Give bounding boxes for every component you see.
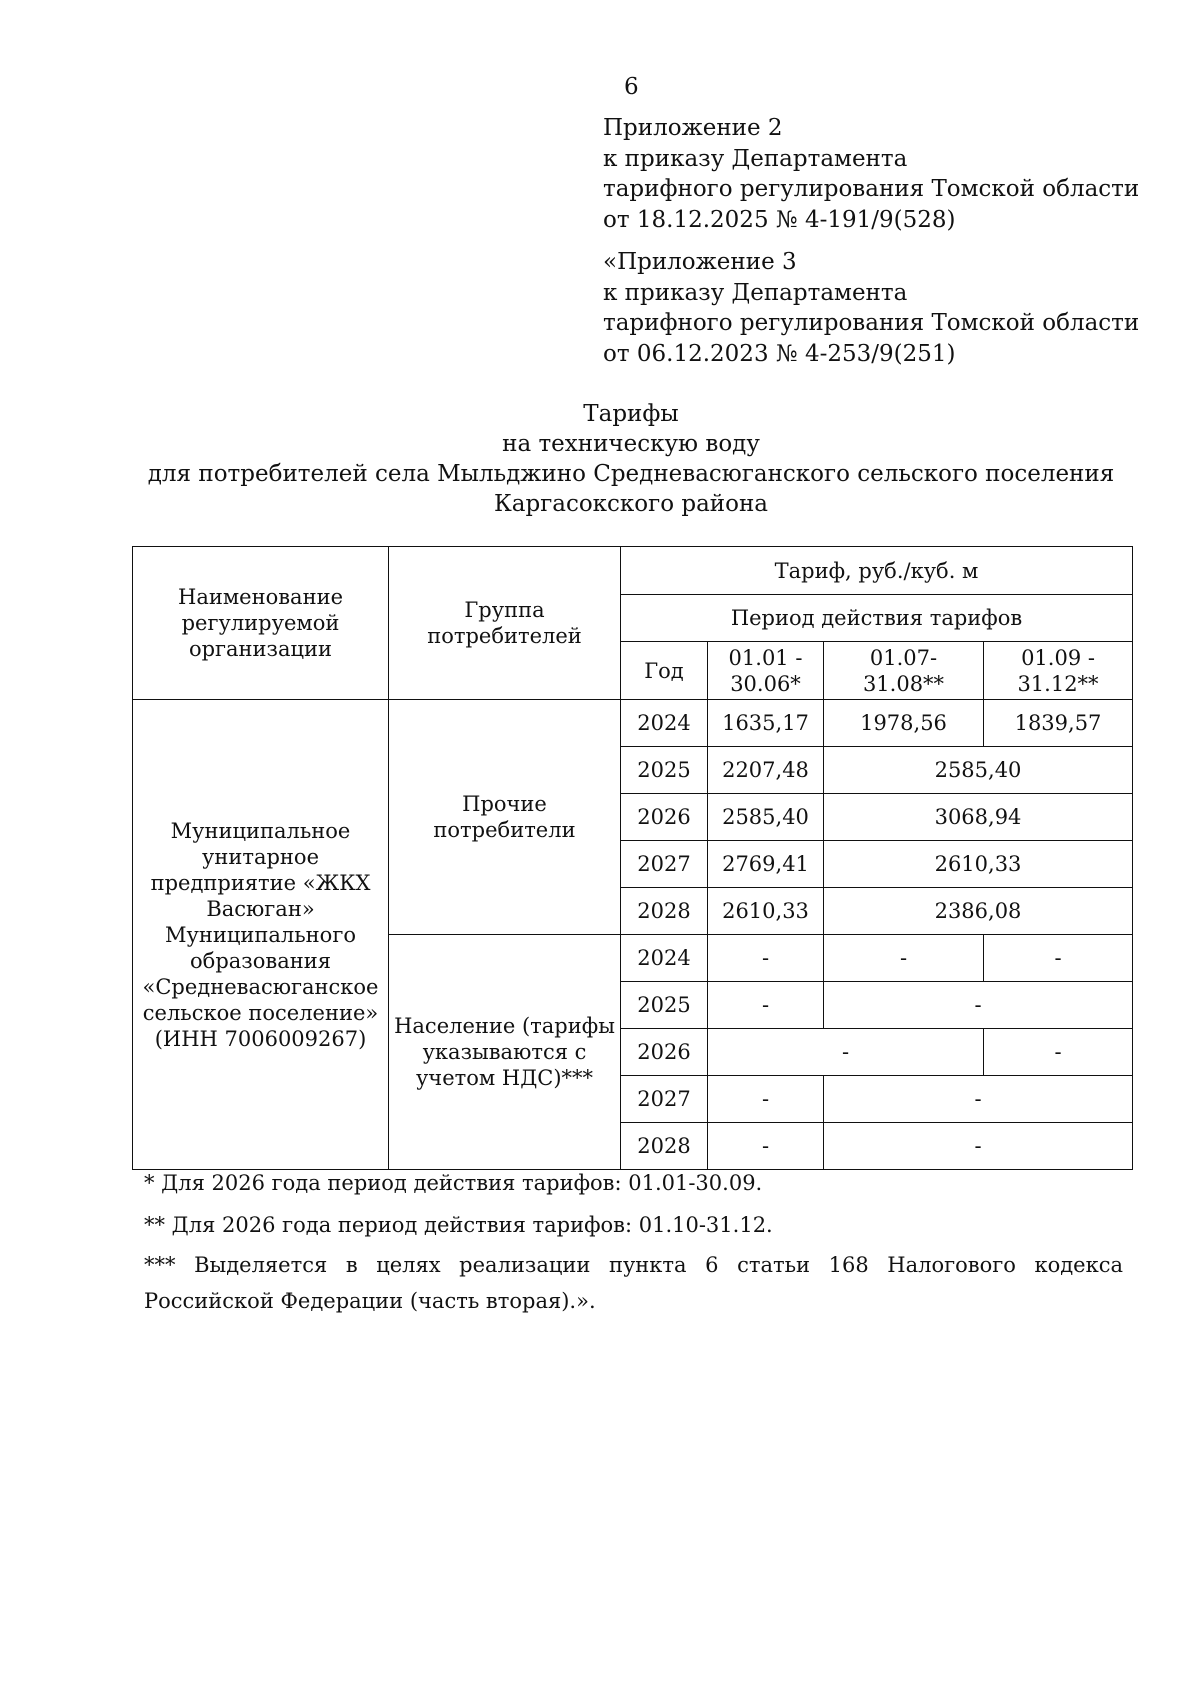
tariff-table [132, 546, 1133, 1170]
tariff-cell: - [708, 982, 824, 1029]
footnote-2: ** Для 2026 года период действия тарифов: 01.10-31.12. [144, 1213, 773, 1237]
appendix-line: к приказу Департамента [603, 279, 908, 306]
tariff-cell: - [824, 1076, 1133, 1123]
tariff-cell: - [708, 1076, 824, 1123]
title-line: Тарифы [583, 401, 679, 427]
header-tariff-period: Период действия тарифов [621, 595, 1133, 642]
page-number: 6 [624, 74, 639, 100]
tariff-cell: - [708, 935, 824, 982]
document-title [0, 399, 1200, 519]
appendix-line: «Приложение 3 [603, 249, 797, 275]
title-line: для потребителей села Мыльджино Средневасюганского сельского поселения [147, 461, 1115, 487]
header-period-2: 01.07- 31.08** [824, 642, 984, 700]
year-cell: 2027 [621, 1076, 708, 1123]
group-other-consumers: Прочие потребители [389, 700, 621, 935]
tariff-cell: 3068,94 [824, 794, 1133, 841]
appendix-line: Приложение 2 [603, 115, 783, 141]
tariff-cell: 1635,17 [708, 700, 824, 747]
tariff-cell: - [824, 935, 984, 982]
table-row [133, 700, 1133, 747]
year-cell: 2027 [621, 841, 708, 888]
tariff-cell: 2207,48 [708, 747, 824, 794]
tariff-cell: - [708, 1029, 984, 1076]
tariff-cell: - [824, 982, 1133, 1029]
header-consumer-group: Группа потребителей [389, 547, 621, 700]
tariff-cell: 1839,57 [984, 700, 1133, 747]
tariff-cell: - [984, 1029, 1133, 1076]
year-cell: 2024 [621, 935, 708, 982]
header-org-name: Наименование регулируемой организации [133, 547, 389, 700]
appendix-line: тарифного регулирования Томской области [603, 310, 1140, 336]
org-name-cell: Муниципальное унитарное предприятие «ЖКХ Васюган» Муниципального образования «Средневасюганское сельское поселение» (ИНН 7006009267) [133, 700, 389, 1170]
header-year: Год [621, 642, 708, 700]
group-population: Население (тарифы указываются с учетом НДС)*** [389, 935, 621, 1170]
tariff-cell: 2585,40 [708, 794, 824, 841]
tariff-cell: 2610,33 [824, 841, 1133, 888]
year-cell: 2025 [621, 982, 708, 1029]
tariff-cell: - [984, 935, 1133, 982]
year-cell: 2028 [621, 1123, 708, 1170]
header-period-1: 01.01 - 30.06* [708, 642, 824, 700]
header-tariff-unit: Тариф, руб./куб. м [621, 547, 1133, 595]
title-line: Каргасокского района [493, 491, 769, 517]
tariff-cell: 2585,40 [824, 747, 1133, 794]
tariff-cell: 1978,56 [824, 700, 984, 747]
year-cell: 2026 [621, 1029, 708, 1076]
tariff-cell: - [708, 1123, 824, 1170]
year-cell: 2024 [621, 700, 708, 747]
appendix-header-amended [603, 247, 1139, 369]
appendix-header-current [603, 113, 1139, 235]
appendix-line: к приказу Департамента [603, 145, 908, 172]
header-period-3: 01.09 - 31.12** [984, 642, 1133, 700]
appendix-line: тарифного регулирования Томской области [603, 176, 1140, 202]
footnote-1: * Для 2026 года период действия тарифов: 01.01-30.09. [144, 1171, 763, 1195]
year-cell: 2028 [621, 888, 708, 935]
tariff-cell: - [824, 1123, 1133, 1170]
title-line: на техническую воду [502, 431, 760, 457]
tariff-cell: 2769,41 [708, 841, 824, 888]
tariff-cell: 2610,33 [708, 888, 824, 935]
year-cell: 2025 [621, 747, 708, 794]
footnote-3: *** Выделяется в целях реализации пункта 6 статьи 168 Налогового кодекса Российской Федерации (часть вторая).». [144, 1253, 1123, 1313]
appendix-line: от 18.12.2025 № 4-191/9(528) [603, 206, 956, 233]
appendix-line: от 06.12.2023 № 4-253/9(251) [603, 340, 956, 367]
year-cell: 2026 [621, 794, 708, 841]
tariff-cell: 2386,08 [824, 888, 1133, 935]
